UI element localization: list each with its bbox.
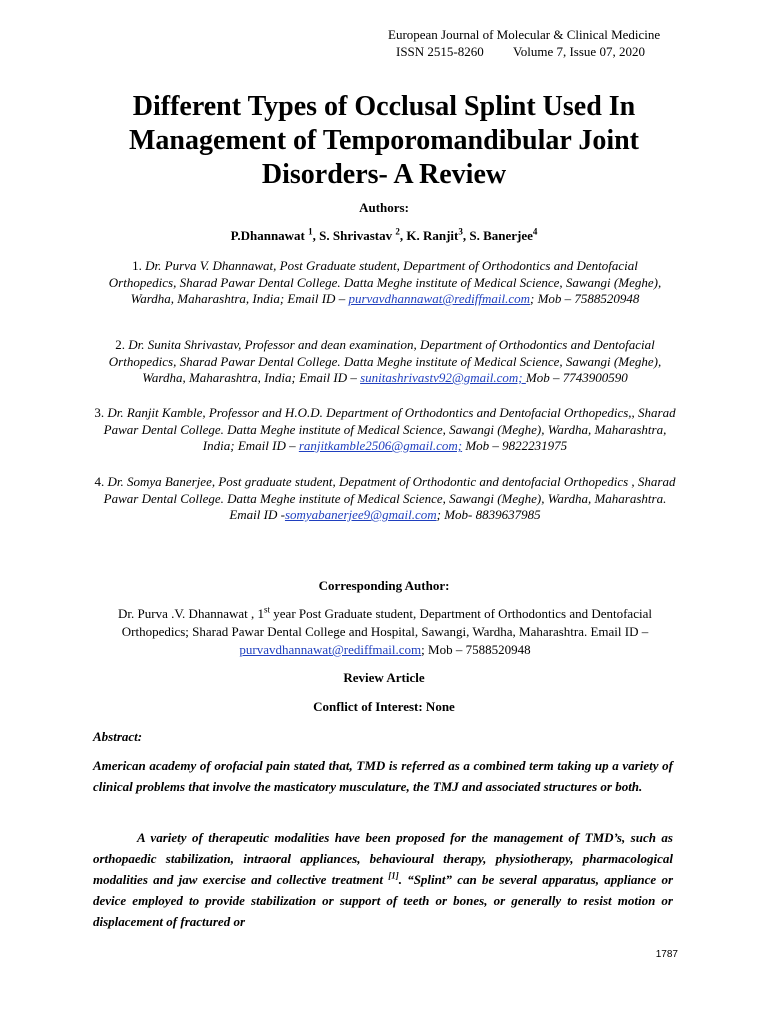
affiliation-4: 4. Dr. Somya Banerjee, Post graduate student, Depatment of Orthodontic and dentofacial Orthopedics , Sharad Pawar Dental College. Datta Meghe institute of Medical Science, Sawangi (Meghe), Wardha, Maharashtra. Email ID -somyabanerjee9@gmail.com; Mob- 8839637985 <box>94 474 676 522</box>
issn: ISSN 2515-8260 <box>396 44 484 59</box>
email-link[interactable]: sunitashrivastv92@gmail.com; <box>360 370 526 385</box>
author-name: , K. Ranjit <box>399 228 459 243</box>
author-name: , S. Shrivastav <box>312 228 396 243</box>
journal-name: European Journal of Molecular & Clinical Medicine <box>388 27 661 42</box>
abstract-heading: Abstract: <box>93 729 143 744</box>
page-number: 1787 <box>655 949 678 960</box>
affiliation-3: 3. Dr. Ranjit Kamble, Professor and H.O.D. Department of Orthodontics and Dentofacial Orthopedics,, Sharad Pawar Dental College. Datta Meghe institute of Medical Science, Sawangi (Meghe), Wardha, Maharashtra, India; Email ID – ranjitkamble2506@gmail.com; Mob – 9822231975 <box>94 405 676 453</box>
author-list: P.Dhannawat $^1$, S. Shrivastav $^2$, K. Ranjit$^3$, S. Banerjee$^4$ <box>230 226 538 243</box>
author-name: , S. Banerjee <box>462 228 533 243</box>
journal-header <box>388 26 688 60</box>
affiliation-1: 1. Dr. Purva V. Dhannawat, Post Graduate student, Department of Orthodontics and Dentofacial Orthopedics, Sharad Pawar Dental College. Datta Meghe institute of Medical Science, Sawangi (Meghe), Wardha, Maharashtra, India; Email ID – purvavdhannawat@rediffmail.com; Mob – 7588520948 <box>108 258 662 306</box>
email-link[interactable]: purvavdhannawat@rediffmail.com <box>239 642 422 657</box>
authors-heading: Authors: <box>359 200 409 215</box>
paper-title: Different Types of Occlusal Splint Used In Management of Temporomandibular Joint Disorders- A Review <box>128 91 639 190</box>
article-type: Review Article <box>343 670 425 685</box>
affiliation-2: 2. Dr. Sunita Shrivastav, Professor and dean examination, Department of Orthodontics and Dentofacial Orthopedics, Sharad Pawar Dental College. Datta Meghe institute of Medical Science, Sawangi (Meghe), Wardha, Maharashtra, India; Email ID – sunitashrivastv92@gmail.com; Mob – 7743900590 <box>108 337 662 385</box>
author-name: P.Dhannawat <box>230 228 309 243</box>
conflict-of-interest: Conflict of Interest: None <box>313 699 455 714</box>
abstract-paragraph-2: A variety of therapeutic modalities have been proposed for the management of TMD’s, such as orthopaedic stabilization, intraoral appliances, behavioural therapy, physiotherapy, pharmacological modalities and jaw exercise and collective treatment [1]. “Splint” can be several apparatus, appliance or device employed to provide stabilization or support of teeth or bones, or generally to resist motion or displacement of fractured or <box>93 830 674 929</box>
volume-issue: Volume 7, Issue 07, 2020 <box>513 44 645 59</box>
email-link[interactable]: somyabanerjee9@gmail.com <box>284 507 437 522</box>
abstract-paragraph-1: American academy of orofacial pain stated that, TMD is referred as a combined term taking up a variety of clinical problems that involve the masticatory musculature, the TMJ and associated structures or both. <box>93 758 673 794</box>
email-link[interactable]: ranjitkamble2506@gmail.com; <box>298 438 463 453</box>
citation: [1] <box>388 870 399 881</box>
corresponding-heading: Corresponding Author: <box>318 578 450 593</box>
email-link[interactable]: purvavdhannawat@rediffmail.com <box>348 291 530 306</box>
corresponding-author: Dr. Purva .V. Dhannawat , 1st year Post Graduate student, Department of Orthodontics and Dentofacial Orthopedics; Sharad Pawar Dental College and Hospital, Sawangi, Wardha, Maharashtra. Email ID – purvavdhannawat@rediffmail.com; Mob – 7588520948 <box>118 604 652 657</box>
